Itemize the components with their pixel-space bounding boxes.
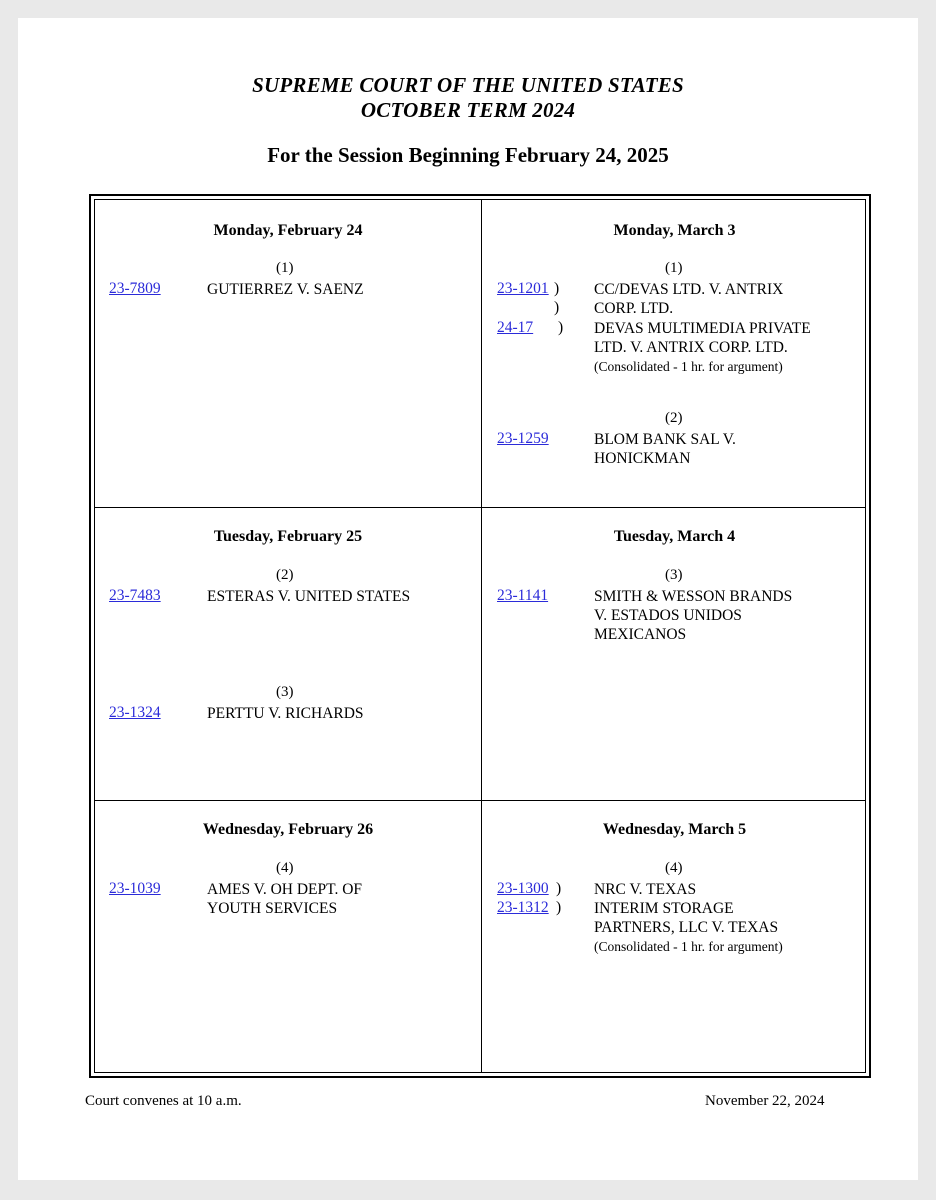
document-page [18, 18, 918, 1180]
case-name [207, 880, 362, 918]
day-heading: Tuesday, February 25 [213, 528, 363, 545]
case-name [594, 587, 792, 644]
case-name-line: HONICKMAN [594, 450, 691, 467]
docket-link-23-1039[interactable]: 23-1039 [109, 880, 161, 897]
case-name [594, 430, 736, 468]
cell-wednesday-feb-26 [95, 801, 481, 1077]
case-name-line: SMITH & WESSON BRANDS [594, 588, 793, 605]
case-name: PERTTU V. RICHARDS [207, 705, 364, 722]
case-name-line: YOUTH SERVICES [207, 900, 338, 917]
calendar-table [89, 194, 871, 1078]
argument-number: (4) [276, 860, 294, 876]
argument-number: (2) [276, 567, 294, 583]
term-title: OCTOBER TERM 2024 [360, 98, 576, 122]
cell-tuesday-feb-25 [95, 508, 481, 800]
publication-date: November 22, 2024 [705, 1093, 825, 1109]
case-name-line: V. ESTADOS UNIDOS [594, 607, 742, 624]
consolidation-note: (Consolidated - 1 hr. for argument) [594, 939, 783, 954]
consolidation-bracket: ) [558, 319, 564, 336]
case-name-line: BLOM BANK SAL V. [594, 431, 736, 448]
case-name-line: CORP. LTD. [594, 300, 674, 317]
case-name-line: INTERIM STORAGE [594, 900, 734, 917]
case-name-line: DEVAS MULTIMEDIA PRIVATE [594, 320, 811, 337]
docket-link-23-1201[interactable]: 23-1201 [497, 280, 549, 297]
case-name: NRC V. TEXAS [594, 881, 697, 898]
day-heading: Wednesday, March 5 [602, 821, 747, 838]
case-name-line: CC/DEVAS LTD. V. ANTRIX [594, 281, 784, 298]
argument-number: (1) [665, 260, 683, 276]
calendar-grid [94, 199, 866, 1073]
case-name [594, 319, 811, 357]
case-name-line: LTD. V. ANTRIX CORP. LTD. [594, 339, 788, 356]
cell-wednesday-mar-5 [482, 801, 867, 1077]
argument-number: (2) [665, 410, 683, 426]
day-heading: Monday, February 24 [213, 222, 363, 239]
consolidation-bracket: ) [556, 880, 562, 897]
argument-number: (4) [665, 860, 683, 876]
consolidation-bracket: ) [554, 280, 560, 297]
case-name [594, 899, 778, 937]
day-heading: Monday, March 3 [613, 222, 736, 239]
docket-link-23-7809[interactable]: 23-7809 [109, 280, 161, 297]
court-convenes-note: Court convenes at 10 a.m. [85, 1093, 242, 1109]
case-name: GUTIERREZ V. SAENZ [207, 281, 364, 298]
consolidation-bracket: ) [554, 299, 560, 316]
docket-link-23-1141[interactable]: 23-1141 [497, 587, 549, 604]
day-heading: Wednesday, February 26 [202, 821, 374, 838]
consolidation-bracket: ) [556, 899, 562, 916]
case-name: ESTERAS V. UNITED STATES [207, 588, 411, 605]
case-name-line: MEXICANOS [594, 626, 687, 643]
court-title: SUPREME COURT OF THE UNITED STATES [252, 73, 684, 97]
argument-number: (1) [276, 260, 294, 276]
cell-tuesday-mar-4 [482, 508, 867, 800]
cell-monday-mar-3 [482, 200, 867, 507]
consolidation-note: (Consolidated - 1 hr. for argument) [594, 359, 783, 374]
docket-link-23-1300[interactable]: 23-1300 [497, 880, 549, 897]
case-name-line: PARTNERS, LLC V. TEXAS [594, 919, 779, 936]
case-name-line: AMES V. OH DEPT. OF [207, 881, 363, 898]
docket-link-23-1259[interactable]: 23-1259 [497, 430, 549, 447]
docket-link-23-1324[interactable]: 23-1324 [109, 704, 161, 721]
docket-link-23-7483[interactable]: 23-7483 [109, 587, 161, 604]
session-title: For the Session Beginning February 24, 2025 [267, 143, 669, 167]
case-name [594, 280, 783, 318]
argument-number: (3) [276, 684, 294, 700]
argument-number: (3) [665, 567, 683, 583]
cell-monday-feb-24 [95, 200, 481, 507]
day-heading: Tuesday, March 4 [613, 528, 736, 545]
docket-link-24-17[interactable]: 24-17 [497, 319, 534, 336]
docket-link-23-1312[interactable]: 23-1312 [497, 899, 549, 916]
